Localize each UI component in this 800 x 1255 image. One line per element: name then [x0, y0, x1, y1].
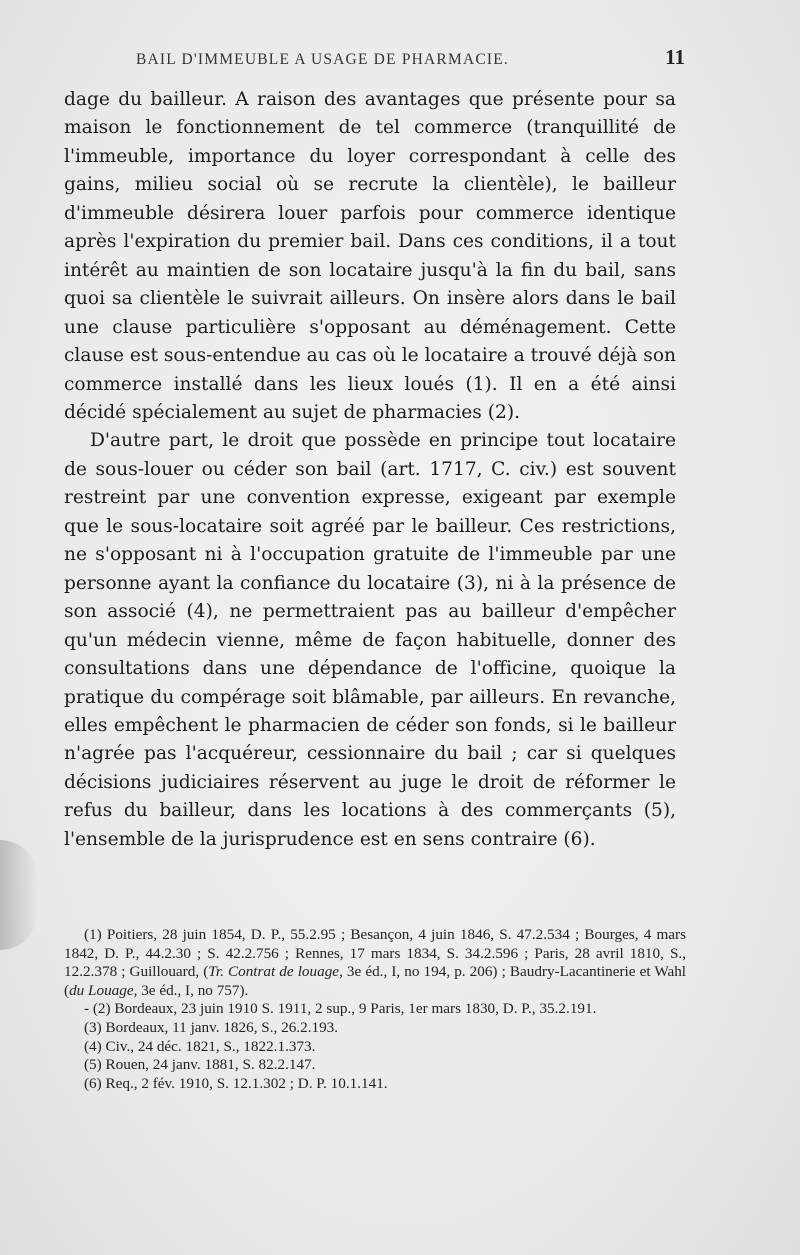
footnote-1-part-c: , 3e éd., I, no 757).: [133, 981, 249, 999]
running-head: BAIL D'IMMEUBLE A USAGE DE PHARMACIE.: [136, 51, 509, 68]
footnote-1-part-b: , 3e éd., I, no 194, p. 206) ; Baudry-Lacantinerie et Wahl (: [64, 963, 687, 999]
footnote-1-title-1: Tr. Contrat de louage: [208, 963, 340, 981]
paragraph-2: D'autre part, le droit que possède en principe tout locataire de sous-louer ou céder son bail (art. 1717, C. civ.) est souvent restreint par une convention expresse, exigeant par exemple que le sous-locataire soit agréé par le bailleur. Ces restrictions, ne s'opposant ni à l'occupation gratuite de l'immeuble par une personne ayant la confiance du locataire (3), ni à la présence de son associé (4), ne permettraient pas au bailleur d'empêcher qu'un médecin vienne, même de façon habituelle, donner des consultations dans une dépendance de l'officine, quoique la pratique du compérage soit blâmable, par ailleurs. En revanche, elles empêchent le pharmacien de céder son fonds, si le bailleur n'agrée pas l'acquéreur, cessionnaire du bail ; car si quelques décisions judiciaires réservent au juge le droit de réformer le refus du bailleur, dans les locations à des commerçants (5), l'ensemble de la jurisprudence est en sens contraire (6).: [64, 430, 676, 850]
page-header: [60, 45, 685, 70]
body-text: [64, 86, 676, 854]
page-edge-smudge: [0, 840, 38, 950]
page-number: 11: [665, 45, 685, 69]
footnote-2: - (2) Bordeaux, 23 juin 1910 S. 1911, 2 sup., 9 Paris, 1er mars 1830, D. P., 35.2.191.: [84, 1000, 597, 1018]
footnote-3: (3) Bordeaux, 11 janv. 1826, S., 26.2.193.: [84, 1018, 339, 1036]
footnote-1-title-2: du Louage: [69, 981, 134, 999]
footnote-6: (6) Req., 2 fév. 1910, S. 12.1.302 ; D. P. 10.1.141.: [84, 1074, 388, 1092]
footnotes: [64, 926, 686, 1093]
paragraph-1: dage du bailleur. A raison des avantages que présente pour sa maison le fonctionnement de tel commerce (tranquillité de l'immeuble, importance du loyer correspondant à celle des gains, milieu social où se recrute la clientèle), le bailleur d'immeuble désirera louer parfois pour commerce identique après l'expiration du premier bail. Dans ces conditions, il a tout intérêt au maintien de son locataire jusqu'à la fin du bail, sans quoi sa clientèle le suivrait ailleurs. On insère alors dans le bail une clause particulière s'opposant au déménagement. Cette clause est sous-entendue au cas où le locataire a trouvé déjà son commerce installé dans les lieux loués (1). Il en a été ainsi décidé spécialement au sujet de pharmacies (2).: [64, 89, 676, 423]
footnote-4: (4) Civ., 24 déc. 1821, S., 1822.1.373.: [84, 1037, 316, 1055]
footnote-5: (5) Rouen, 24 janv. 1881, S. 82.2.147.: [84, 1056, 316, 1074]
footnote-1: [64, 926, 686, 1000]
footnote-1-part-a: (1) Poitiers, 28 juin 1854, D. P., 55.2.95 ; Besançon, 4 juin 1846, S. 47.2.534 ; Bourges, 4 mars 1842, D. P., 44.2.30 ; S. 42.2.756 ; Rennes, 17 mars 1834, S. 34.2.596 ; Paris, 28 avril 1810, S., 12.2.378 ; Guillouard, (: [64, 926, 686, 981]
